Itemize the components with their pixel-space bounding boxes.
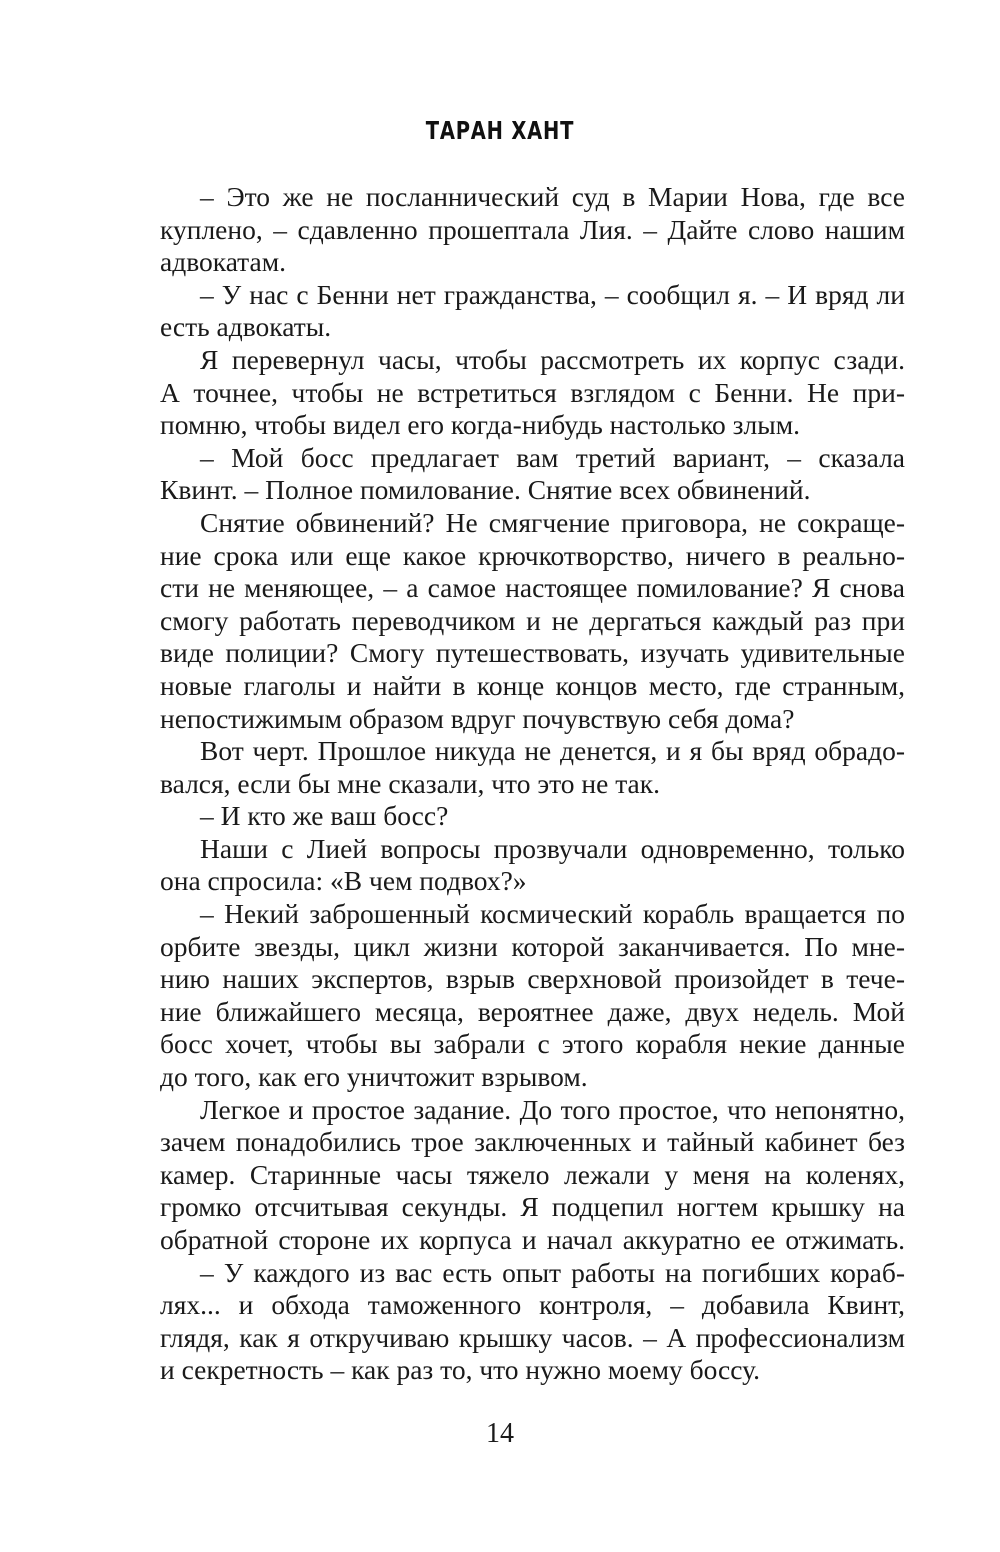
text-line: А точнее, чтобы не встретиться взглядом с Бенни. Не при-	[160, 376, 905, 408]
text-line: непостижимым образом вдруг почувствую себя дома?	[160, 702, 795, 734]
text-line: новые глаголы и найти в конце концов место, где странным,	[160, 669, 905, 701]
text-line: – У каждого из вас есть опыт работы на погибших кораб-	[200, 1256, 905, 1288]
body-text	[160, 181, 905, 1387]
text-line: смогу работать переводчиком и не дергаться каждый раз при	[160, 604, 905, 636]
text-line: адвокатам.	[160, 246, 287, 278]
text-line: обратной стороне их корпуса и начал аккуратно ее отжимать.	[160, 1224, 905, 1255]
text-line: глядя, как я откручиваю крышку часов. – А профессионализм	[160, 1321, 905, 1353]
text-line: ние срока или еще какое крючкотворство, ничего в реально-	[160, 539, 905, 571]
text-line: нию наших экспертов, взрыв сверхновой произойдет в тече-	[160, 963, 905, 995]
text-line: – И кто же ваш босс?	[200, 800, 449, 832]
text-line: громко отсчитывая секунды. Я подцепил ногтем крышку на	[160, 1191, 905, 1223]
text-line: – У нас с Бенни нет гражданства, – сообщил я. – И вряд ли	[200, 278, 905, 310]
text-line: Наши с Лией вопросы прозвучали одновременно, только	[200, 832, 905, 864]
text-line: Я перевернул часы, чтобы рассмотреть их корпус сзади.	[200, 343, 905, 375]
text-line: – Мой босс предлагает вам третий вариант, – сказала	[200, 441, 905, 473]
text-line: сти не меняющее, – а самое настоящее помилование? Я снова	[160, 572, 905, 604]
text-line: камер. Старинные часы тяжело лежали у меня на коленях,	[160, 1158, 905, 1190]
text-line: куплено, – сдавленно прошептала Лия. – Дайте слово нашим	[160, 213, 905, 245]
text-line: вался, если бы мне сказали, что это не так.	[160, 767, 660, 799]
text-line: ние ближайшего месяца, вероятнее даже, двух недель. Мой	[160, 995, 905, 1027]
text-line: Снятие обвинений? Не смягчение приговора, не сокраще-	[200, 506, 905, 538]
text-line: помню, чтобы видел его когда-нибудь настолько злым.	[160, 409, 801, 441]
text-line: босс хочет, чтобы вы забрали с этого корабля некие данные	[160, 1028, 905, 1060]
running-header: ТАРАН ХАНТ	[425, 116, 575, 145]
text-line: до того, как его уничтожит взрывом.	[160, 1061, 588, 1093]
text-line: орбите звезды, цикл жизни которой заканчивается. По мне-	[160, 930, 905, 962]
text-line: Легкое и простое задание. До того простое, что непонятно,	[200, 1093, 905, 1125]
text-line: – Некий заброшенный космический корабль вращается по	[200, 898, 905, 930]
text-line: – Это же не посланнический суд в Марии Нова, где все	[200, 181, 905, 212]
text-line: и секретность – как раз то, что нужно моему боссу.	[160, 1354, 760, 1386]
text-line: Квинт. – Полное помилование. Снятие всех обвинений.	[160, 474, 811, 506]
text-line: зачем понадобились трое заключенных и тайный кабинет без	[160, 1126, 905, 1158]
text-line: Вот черт. Прошлое никуда не денется, и я бы вряд обрадо-	[200, 735, 905, 767]
text-line: она спросила: «В чем подвох?»	[160, 865, 527, 897]
text-line: есть адвокаты.	[160, 311, 332, 343]
text-line: лях... и обхода таможенного контроля, – добавила Квинт,	[160, 1289, 905, 1321]
page-number: 14	[486, 1418, 514, 1449]
text-line: виде полиции? Смогу путешествовать, изучать удивительные	[160, 637, 905, 669]
